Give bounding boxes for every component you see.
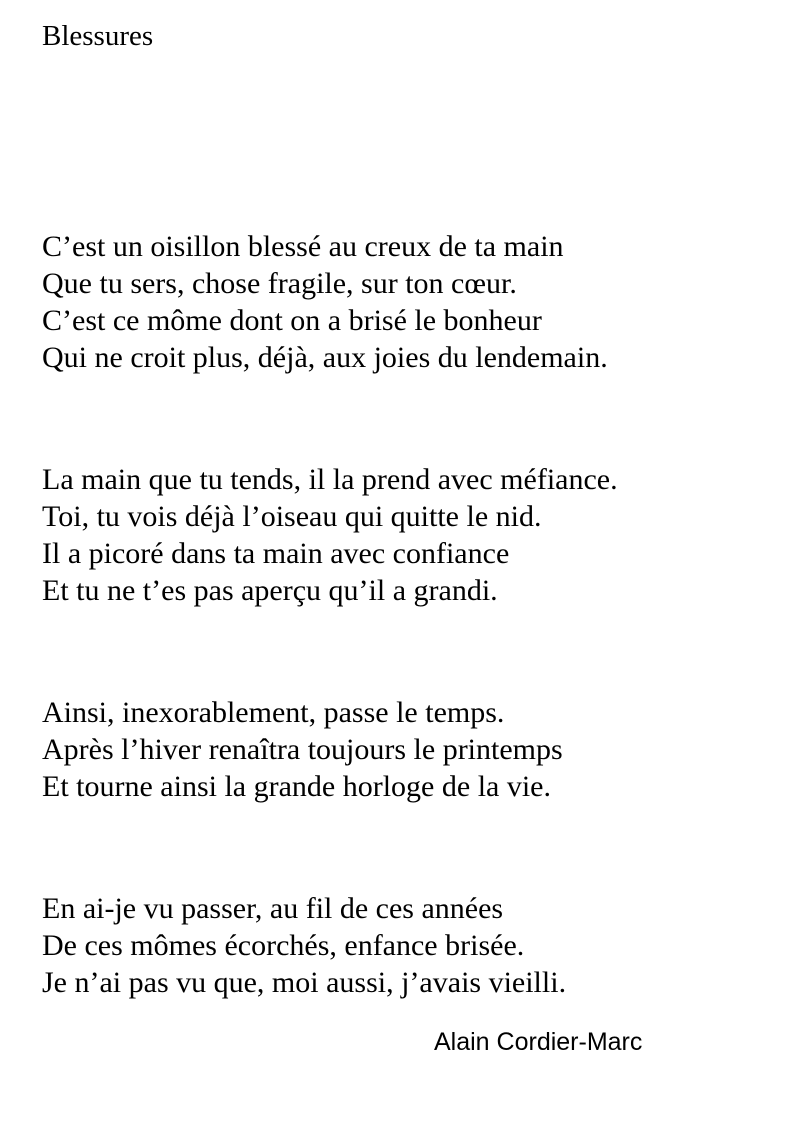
poem-line: De ces mômes écorchés, enfance brisée. bbox=[42, 929, 525, 962]
poem-line: C’est ce môme dont on a brisé le bonheur bbox=[42, 304, 542, 337]
stanza-3 bbox=[42, 694, 782, 805]
poem-title: Blessures bbox=[42, 20, 154, 52]
poem-line: Il a picoré dans ta main avec confiance bbox=[42, 537, 510, 570]
poem-line: Qui ne croit plus, déjà, aux joies du lendemain. bbox=[42, 341, 608, 374]
poem-line: En ai-je vu passer, au fil de ces années bbox=[42, 892, 504, 925]
stanza-1 bbox=[42, 228, 782, 376]
poem-line: Que tu sers, chose fragile, sur ton cœur. bbox=[42, 267, 517, 300]
poem-line: Ainsi, inexorablement, passe le temps. bbox=[42, 696, 505, 729]
poem-body bbox=[42, 228, 782, 1001]
poem-line: Toi, tu vois déjà l’oiseau qui quitte le nid. bbox=[42, 500, 542, 533]
poem-line: Je n’ai pas vu que, moi aussi, j’avais vieilli. bbox=[42, 966, 567, 999]
stanza-4 bbox=[42, 890, 782, 1001]
poem-line: Après l’hiver renaîtra toujours le printemps bbox=[42, 733, 563, 766]
author-signature: Alain Cordier-Marc bbox=[434, 1028, 643, 1056]
poem-line: C’est un oisillon blessé au creux de ta main bbox=[42, 230, 564, 263]
stanza-2 bbox=[42, 461, 782, 609]
poem-line: Et tourne ainsi la grande horloge de la vie. bbox=[42, 770, 551, 803]
poem-line: La main que tu tends, il la prend avec méfiance. bbox=[42, 463, 618, 496]
poem-line: Et tu ne t’es pas aperçu qu’il a grandi. bbox=[42, 574, 498, 607]
